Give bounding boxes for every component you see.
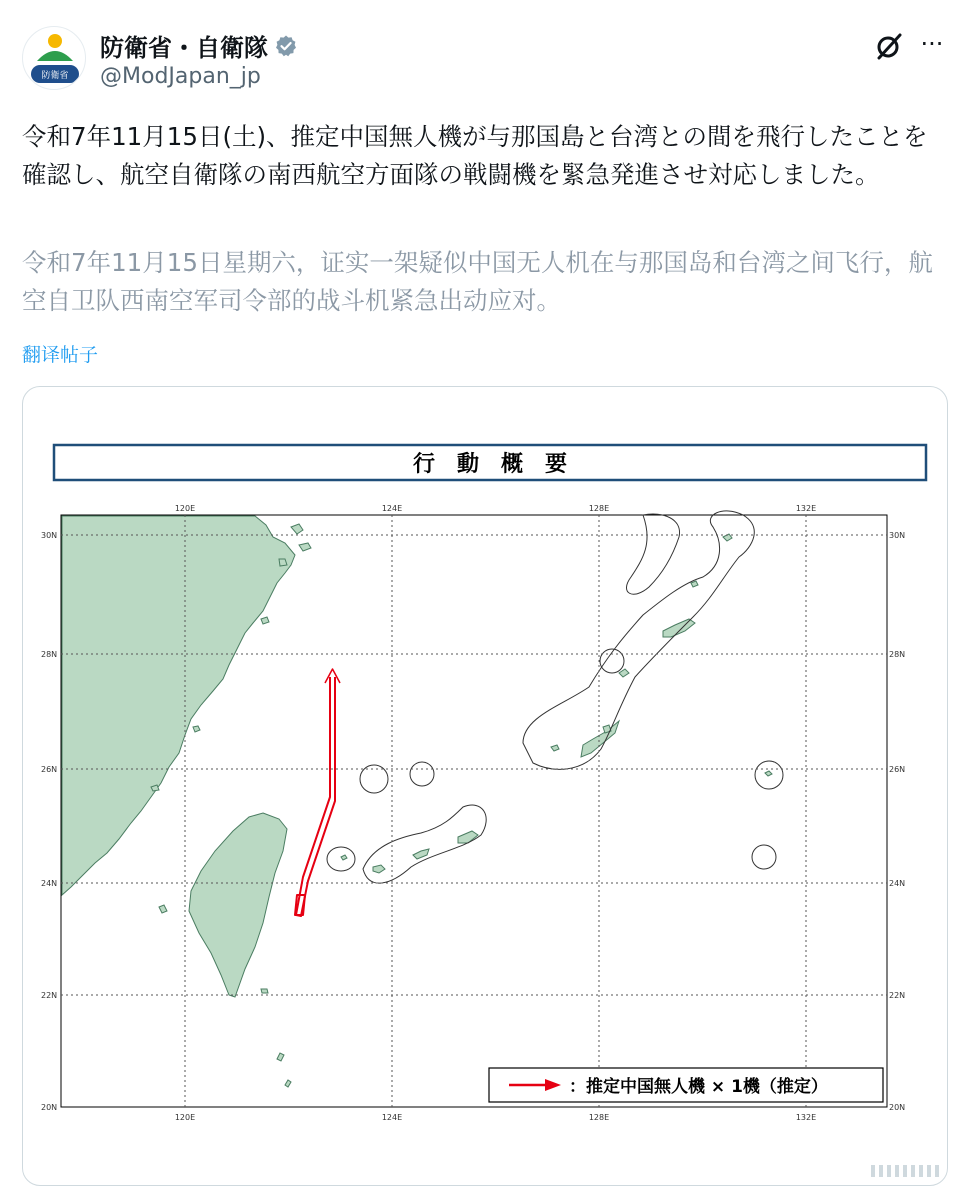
lon-label-top-120e: 120E — [174, 504, 196, 513]
lon-label-bottom-128e: 128E — [588, 1113, 610, 1122]
post-media-image[interactable] — [22, 386, 948, 1186]
lat-label-left-26n: 26N — [41, 765, 58, 774]
lat-label-right-30n: 30N — [889, 531, 906, 540]
grok-icon[interactable] — [873, 30, 905, 62]
avatar[interactable] — [22, 26, 86, 90]
display-name[interactable]: 防衛省・自衛隊 — [100, 34, 268, 62]
lat-label-right-28n: 28N — [889, 650, 906, 659]
name-row — [100, 28, 298, 63]
lat-label-right-24n: 24N — [889, 879, 906, 888]
lon-label-top-132e: 132E — [795, 504, 817, 513]
lat-label-left-30n: 30N — [41, 531, 58, 540]
post-header — [0, 0, 959, 110]
lat-label-left-24n: 24N — [41, 879, 58, 888]
lat-label-left-22n: 22N — [41, 991, 58, 1000]
verified-badge-icon — [274, 34, 298, 58]
mod-logo-icon — [23, 27, 86, 90]
account-handle[interactable]: @ModJapan_jp — [100, 64, 261, 89]
image-watermark — [871, 1165, 939, 1177]
lat-label-right-20n: 20N — [889, 1103, 906, 1112]
map-legend-text: ：推定中国無人機 × 1機（推定） — [569, 1077, 828, 1097]
more-options-icon[interactable]: ··· — [920, 30, 944, 58]
lon-label-top-128e: 128E — [588, 504, 610, 513]
lon-label-bottom-132e: 132E — [795, 1113, 817, 1122]
translated-text: 令和7年11月15日星期六，证实一架疑似中国无人机在与那国岛和台湾之间飞行，航空自卫队西南空军司令部的战斗机紧急出动应对。 — [22, 248, 933, 315]
lon-label-bottom-124e: 124E — [381, 1113, 403, 1122]
avatar-label: 防衛省 — [41, 71, 69, 81]
lon-label-bottom-120e: 120E — [174, 1113, 196, 1122]
activity-map — [23, 387, 948, 1186]
lat-label-right-26n: 26N — [889, 765, 906, 774]
lat-label-left-20n: 20N — [41, 1103, 58, 1112]
translate-post-link[interactable]: 翻译帖子 — [22, 344, 99, 366]
lat-label-left-28n: 28N — [41, 650, 58, 659]
lat-label-right-22n: 22N — [889, 991, 906, 1000]
lon-label-top-124e: 124E — [381, 504, 403, 513]
map-title: 行 動 概 要 — [412, 452, 568, 477]
post-text: 令和7年11月15日(土)、推定中国無人機が与那国島と台湾との間を飛行したことを確認し、航空自衛隊の南西航空方面隊の戦闘機を緊急発進させ対応しました。 — [22, 122, 928, 189]
